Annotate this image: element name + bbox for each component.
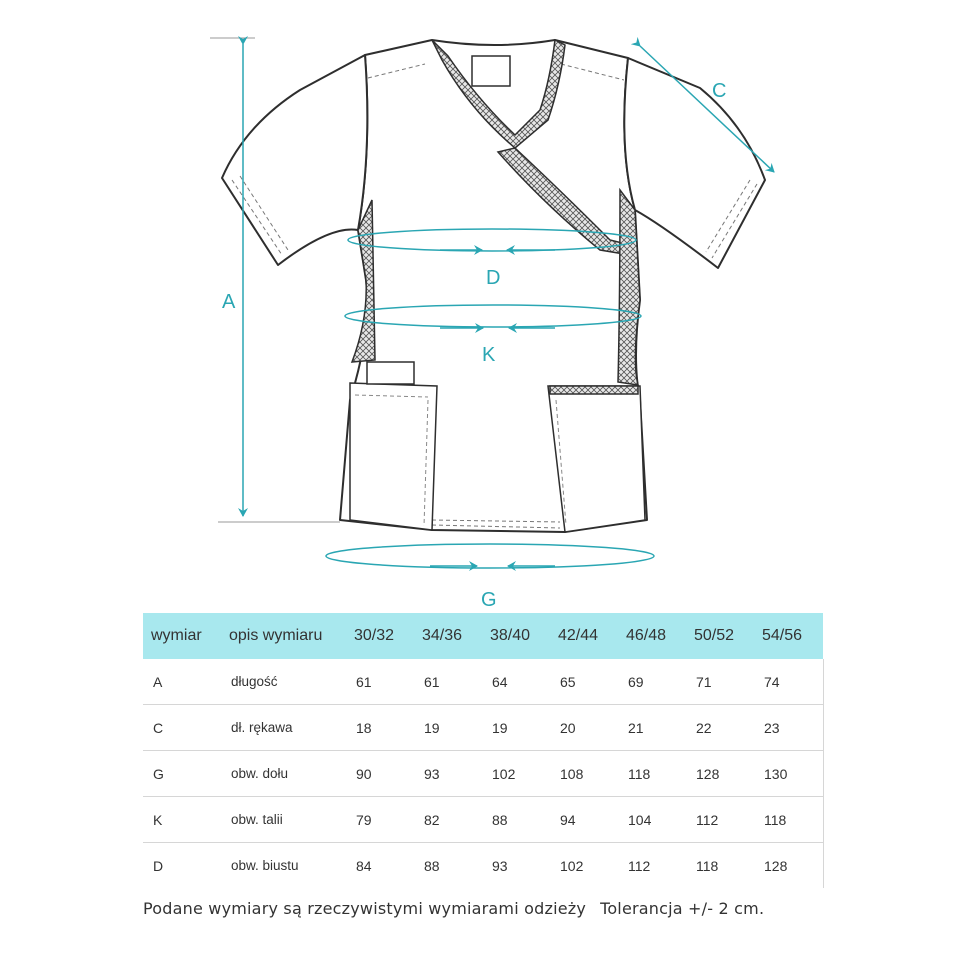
cell-value: 104	[618, 797, 686, 843]
cell-value: 130	[754, 751, 823, 797]
cell-value: 93	[414, 751, 482, 797]
cell-value: 20	[550, 705, 618, 751]
cell-value: 128	[754, 843, 823, 889]
cell-value: 128	[686, 751, 754, 797]
header-size: 34/36	[414, 613, 482, 659]
label-k: K	[482, 344, 496, 366]
cell-value: 18	[346, 705, 414, 751]
header-size: 42/44	[550, 613, 618, 659]
cell-value: 74	[754, 659, 823, 705]
cell-value: 102	[560, 857, 584, 874]
row-desc: obw. talii	[221, 797, 346, 843]
label-d: D	[486, 267, 501, 289]
cell-value: 90	[346, 751, 414, 797]
left-sleeve	[222, 55, 367, 265]
cell-value: 102	[482, 751, 550, 797]
row-code: D	[153, 857, 164, 874]
footnote-tolerance: Tolerancja +/- 2 cm.	[600, 899, 765, 918]
row-desc: długość	[221, 659, 346, 705]
cell-value: 71	[686, 659, 754, 705]
header-opis: opis wymiaru	[221, 613, 346, 659]
cell-value: 112	[628, 857, 651, 874]
cell-value: 108	[550, 751, 618, 797]
footnote	[143, 899, 764, 918]
cell-value: 118	[754, 797, 823, 843]
cell-value: 61	[414, 659, 482, 705]
cell-value: 69	[618, 659, 686, 705]
header-wymiar: wymiar	[143, 613, 221, 659]
row-desc: dł. rękawa	[221, 705, 346, 751]
cell-value: 118	[696, 857, 719, 874]
table-row	[143, 705, 823, 751]
cell-value: 82	[414, 797, 482, 843]
cell-value: 21	[618, 705, 686, 751]
row-code: A	[143, 659, 221, 705]
dimension-g	[326, 544, 654, 611]
cell-value: 19	[482, 705, 550, 751]
row-code: G	[143, 751, 221, 797]
cell-value: 61	[346, 659, 414, 705]
header-size: 50/52	[686, 613, 754, 659]
row-desc: obw. dołu	[221, 751, 346, 797]
cell-value: 22	[686, 705, 754, 751]
table-row	[143, 659, 823, 705]
right-sleeve	[624, 58, 765, 268]
table-row	[143, 751, 823, 797]
footnote-main: Podane wymiary są rzeczywistymi wymiarami odzieży	[143, 899, 587, 918]
cell-value: 23	[754, 705, 823, 751]
row-desc: obw. biustu	[231, 858, 299, 873]
header-size: 54/56	[754, 613, 823, 659]
header-size: 38/40	[482, 613, 550, 659]
cell-value: 88	[424, 857, 440, 874]
size-table	[143, 613, 824, 888]
header-size: 46/48	[618, 613, 686, 659]
row-code: C	[143, 705, 221, 751]
cell-value: 64	[482, 659, 550, 705]
cell-value: 93	[492, 857, 508, 874]
cell-value: 84	[356, 857, 372, 874]
cell-value: 79	[346, 797, 414, 843]
cell-value: 19	[414, 705, 482, 751]
label-g: G	[481, 589, 497, 611]
cell-value: 112	[686, 797, 754, 843]
table-header-row	[143, 613, 823, 659]
cell-value: 94	[550, 797, 618, 843]
table-row	[143, 797, 823, 843]
header-size: 30/32	[346, 613, 414, 659]
cell-value: 65	[550, 659, 618, 705]
cell-value: 88	[482, 797, 550, 843]
table-row	[143, 843, 823, 889]
cell-value: 118	[618, 751, 686, 797]
label-a: A	[222, 291, 236, 313]
label-c: C	[712, 80, 727, 102]
row-code: K	[143, 797, 221, 843]
